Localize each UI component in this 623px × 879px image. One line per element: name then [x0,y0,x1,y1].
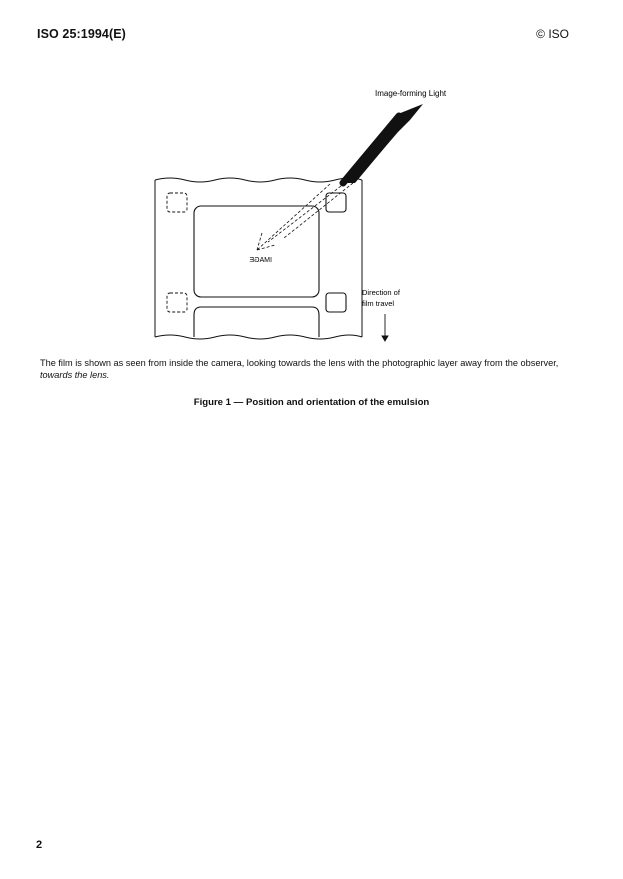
page-number: 2 [36,839,43,851]
perforation-solid [326,193,346,312]
image-frame [194,206,319,337]
caption-italic: towards the lens. [40,370,110,380]
copyright-notice: © ISO [536,27,569,41]
standard-id: ISO 25:1994(E) [37,27,126,41]
direction-label-line1: Direction of [362,288,400,297]
light-beam-arrow [341,104,423,183]
direction-label-line2: film travel [362,299,395,308]
perforation-dashed [167,193,187,312]
caption-text: The film is shown as seen from inside the camera, looking towards the lens with the photographic layer away from the observer, [40,358,559,368]
film-orientation-figure [0,0,623,360]
figure-caption [40,357,580,381]
figure-title: Figure 1 — Position and orientation of the emulsion [193,397,430,408]
image-label: IMAGE [249,257,272,264]
direction-arrow [382,314,388,341]
light-label: Image-forming Light [375,89,447,98]
